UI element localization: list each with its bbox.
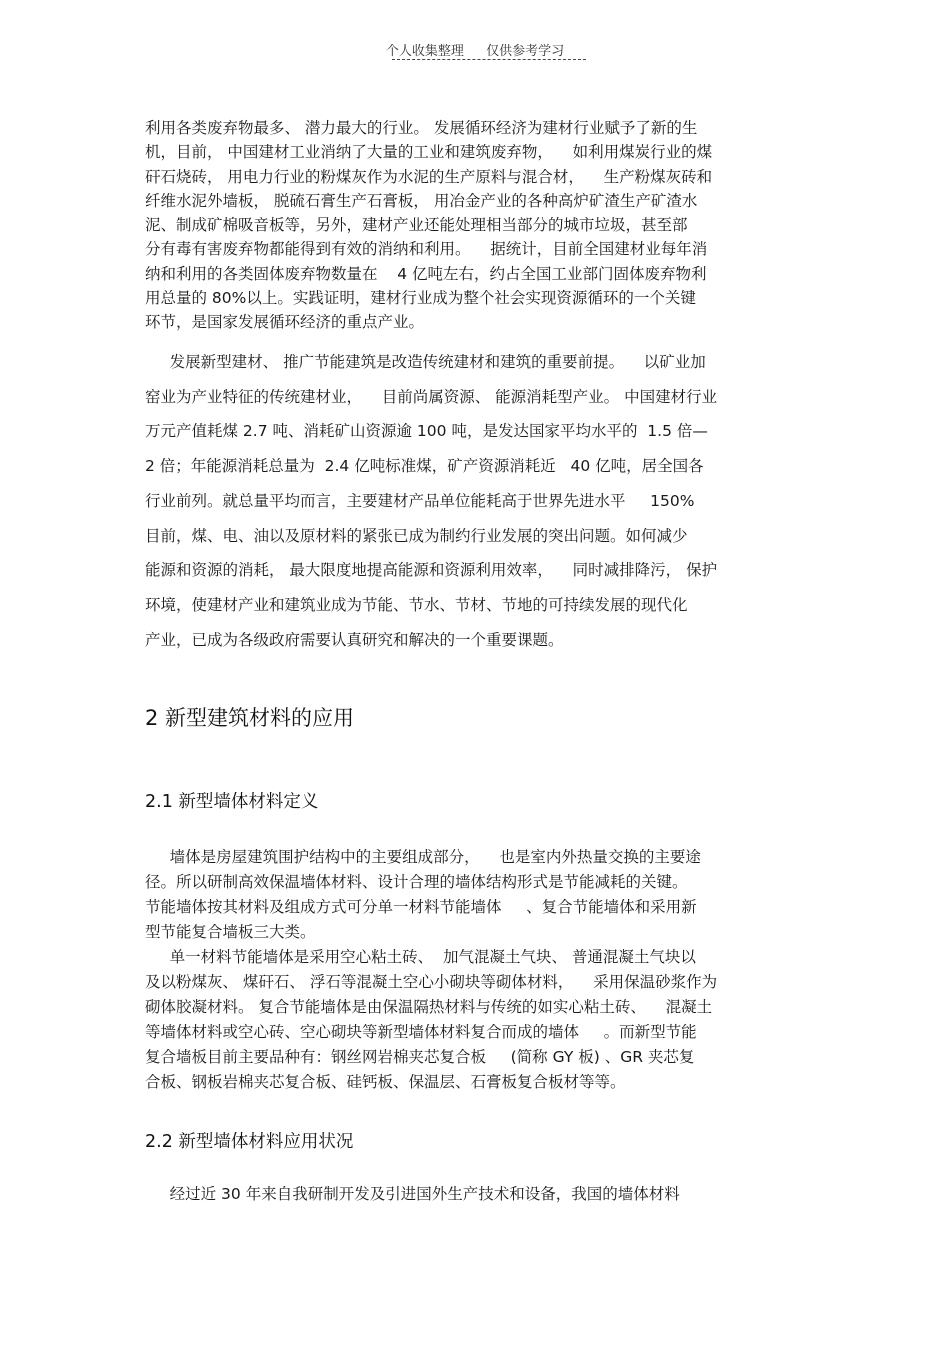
text-line: 径。所以研制高效保温墙体材料、设计合理的墙体结构形式是节能减耗的关键。	[145, 873, 688, 891]
text-line: 环境，使建材产业和建筑业成为节能、节水、节材、节地的可持续发展的现代化	[145, 595, 688, 614]
text-line: 型节能复合墙板三大类。	[145, 923, 316, 941]
text-line: 经过近 30 年来自我研制开发及引进国外生产技术和设备，我国的墙体材料	[145, 1185, 680, 1203]
text-line: 能源和资源的消耗， 最大限度地提高能源和资源利用效率， 同时减排降污， 保护	[145, 561, 718, 580]
text-line: 等墙体材料或空心砖、空心砌块等新型墙体材料复合而成的墙体 。而新型节能	[145, 1023, 697, 1041]
section-2-2-heading: 2.2 新型墙体材料应用状况	[145, 1132, 354, 1152]
text-line: 万元产值耗煤 2.7 吨、消耗矿山资源逾 100 吨，是发达国家平均水平的 1.5 倍—	[145, 422, 708, 441]
text-line: 分有毒有害废弃物都能得到有效的消纳和利用。 据统计，目前全国建材业每年消	[145, 240, 708, 259]
text-line: 复合墙板目前主要品种有：钢丝网岩棉夹芯复合板 (简称 GY 板) 、GR 夹芯复	[145, 1048, 695, 1066]
paragraph-recycling	[145, 116, 805, 335]
text-line: 行业前列。就总量平均而言，主要建材产品单位能耗高于世界先进水平 150%	[145, 491, 695, 510]
text-line: 2 倍；年能源消耗总量为 2.4 亿吨标准煤，矿产资源消耗近 40 亿吨，居全国各	[145, 457, 704, 476]
text-line: 产业，已成为各级政府需要认真研究和解决的一个重要课题。	[145, 630, 564, 649]
text-line: 环节，是国家发展循环经济的重点产业。	[145, 313, 425, 332]
text-line: 窑业为产业特征的传统建材业， 目前尚属资源、 能源消耗型产业。 中国建材行业	[145, 387, 718, 406]
paragraph-wall-definition	[145, 845, 805, 1095]
text-line: 合板、钢板岩棉夹芯复合板、硅钙板、保温层、石膏板复合板材等等。	[145, 1073, 626, 1091]
paragraph-energy-saving	[145, 345, 805, 657]
section-2-1-heading: 2.1 新型墙体材料定义	[145, 792, 319, 812]
text-line: 及以粉煤灰、 煤矸石、 浮石等混凝土空心小砌块等砌体材料， 采用保温砂浆作为	[145, 973, 718, 991]
text-line: 用总量的 80%以上。实践证明，建材行业成为整个社会实现资源循环的一个关键	[145, 289, 696, 308]
text-line: 泥、制成矿棉吸音板等，另外，建材产业还能处理相当部分的城市垃圾，甚至部	[145, 216, 688, 235]
text-line: 单一材料节能墙体是采用空心粘土砖、 加气混凝土气块、 普通混凝土气块以	[145, 948, 696, 966]
header-right-text: 仅供参考学习	[486, 44, 565, 59]
text-line: 矸石烧砖， 用电力行业的粉煤灰作为水泥的生产原料与混合材， 生产粉煤灰砖和	[145, 167, 713, 186]
text-line: 墙体是房屋建筑围护结构中的主要组成部分， 也是室内外热量交换的主要途	[145, 848, 701, 866]
text-line: 目前，煤、电、油以及原材料的紧张已成为制约行业发展的突出问题。如何减少	[145, 526, 688, 545]
text-line: 发展新型建材、 推广节能建筑是改造传统建材和建筑的重要前提。 以矿业加	[145, 353, 706, 371]
section-2-heading: 2 新型建筑材料的应用	[145, 706, 355, 730]
text-line: 机，目前， 中国建材工业消纳了大量的工业和建筑废弃物， 如利用煤炭行业的煤	[145, 143, 713, 162]
header-left-text: 个人收集整理	[385, 44, 464, 59]
text-line: 砌体胶凝材料。 复合节能墙体是由保温隔热材料与传统的如实心粘土砖、 混凝土	[145, 998, 713, 1016]
page-header	[0, 40, 950, 59]
text-line: 利用各类废弃物最多、 潜力最大的行业。 发展循环经济为建材行业赋予了新的生	[145, 119, 698, 137]
text-line: 节能墙体按其材料及组成方式可分单一材料节能墙体 、复合节能墙体和采用新	[145, 898, 697, 916]
paragraph-wall-application	[145, 1182, 805, 1207]
header-divider	[392, 59, 586, 60]
text-line: 纳和利用的各类固体废弃物数量在 4 亿吨左右，约占全国工业部门固体废弃物利	[145, 264, 707, 283]
text-line: 纤维水泥外墙板， 脱硫石膏生产石膏板， 用冶金产业的各种高炉矿渣生产矿渣水	[145, 191, 698, 210]
